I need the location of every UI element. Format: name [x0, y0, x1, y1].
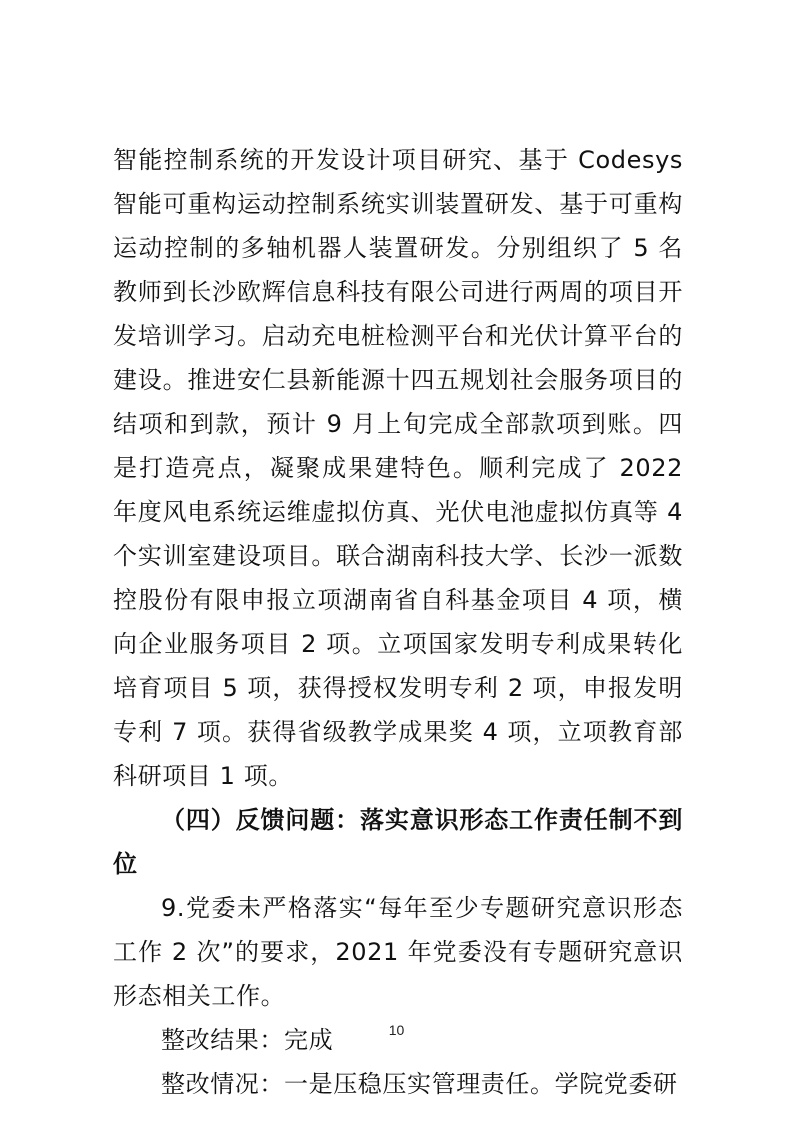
paragraph-rectification-status: 整改情况：一是压稳压实管理责任。学院党委研: [161, 1070, 678, 1098]
paragraph-issue-9: 9.党委未严格落实“每年至少专题研究意识形态工作 2 次”的要求，2021 年党委没有专题研究意识形态相关工作。: [113, 894, 683, 1010]
section-heading-feedback-issue: （四）反馈问题：落实意识形态工作责任制不到位: [113, 806, 683, 878]
paragraph-rectification-result: 整改结果：完成: [161, 1026, 334, 1054]
page-number: 10: [388, 1022, 405, 1038]
body-text: [113, 138, 683, 1106]
paragraph-continuation: 智能控制系统的开发设计项目研究、基于 Codesys 智能可重构运动控制系统实训装置研发、基于可重构运动控制的多轴机器人装置研发。分别组织了 5 名教师到长沙欧辉信息科技有限公司进行两周的项目开发培训学习。启动充电桩检测平台和光伏计算平台的建设。推进安仁县新能源十四五规划社会服务项目的结项和到款，预计 9 月上旬完成全部款项到账。四是打造亮点，凝聚成果建特色。顺利完成了 2022 年度风电系统运维虚拟仿真、光伏电池虚拟仿真等 4 个实训室建设项目。联合湖南科技大学、长沙一派数控股份有限申报立项湖南省自科基金项目 4 项，横向企业服务项目 2 项。立项国家发明专利成果转化培育项目 5 项，获得授权发明专利 2 项，申报发明专利 7 项。获得省级教学成果奖 4 项，立项教育部科研项目 1 项。: [113, 146, 683, 790]
